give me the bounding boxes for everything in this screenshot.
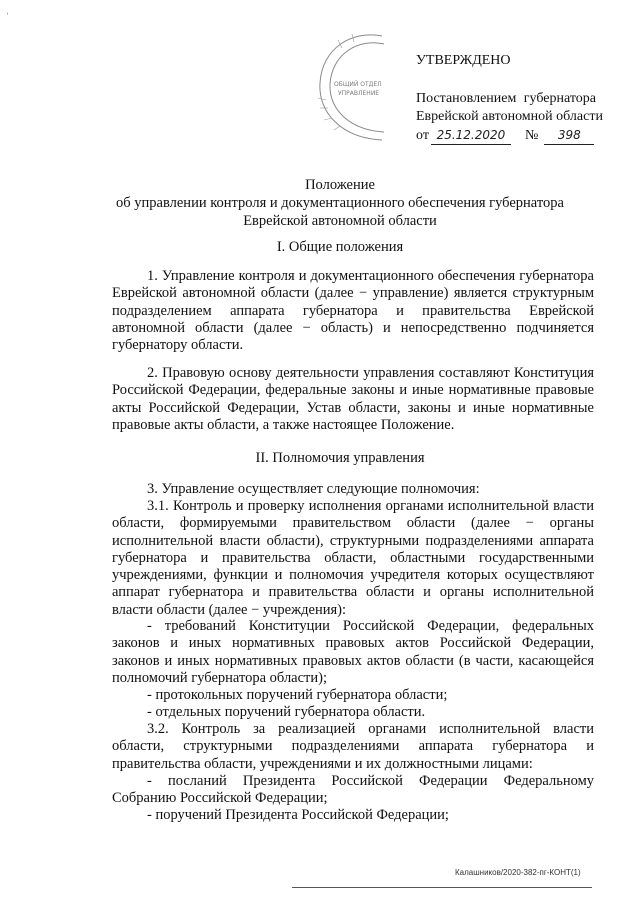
approval-line1-right: губернатора — [523, 91, 596, 106]
title-line3: Еврейской автономной области — [243, 213, 437, 229]
approval-number-handwritten: 398 — [544, 126, 594, 145]
title-line1: Положение — [305, 177, 375, 193]
title-line2: об управлении контроля и документационного обеспечения губернатора — [116, 195, 564, 211]
approval-line2: Еврейской автономной области — [416, 109, 603, 124]
section1-heading: I. Общие положения — [276, 239, 404, 255]
paragraph-2: 2. Правовую основу деятельности управления составляют Конституция Российской Федерации, федеральные законы и иные нормативные правовые акты Российской Федерации, Устав области, законы и иные нормативные правовые акты области, а также настоящее Положение. — [112, 365, 594, 433]
bullet-5: - поручений Президента Российской Федерации; — [147, 807, 449, 823]
approval-number-prefix: № — [524, 128, 539, 143]
bullet-2: - протокольных поручений губернатора области; — [147, 687, 448, 703]
bullet-4: - посланий Президента Российской Федерации Федеральному Собранию Российской Федерации; — [112, 773, 594, 807]
seal-stamp — [312, 28, 408, 146]
paragraph-1: 1. Управление контроля и документационного обеспечения губернатора Еврейской автономной области (далее − управление) является структурным подразделением аппарата губернатора и правительства Еврейской автономной области (далее − область) и непосредственно подчиняется губернатору области. — [112, 268, 594, 354]
bullet-1: - требований Конституции Российской Федерации, федеральных законов и иных нормативных правовых актов Российской Федерации, законов и иных нормативных правовых актов области (в части, касающейся полномочий губернатора области); — [112, 618, 594, 686]
approval-date-prefix: от — [416, 128, 429, 143]
bullet-3: - отдельных поручений губернатора области. — [147, 704, 426, 720]
paragraph-3-1: 3.1. Контроль и проверку исполнения органами исполнительной власти области, формируемыми правительством области (далее − органы исполнительной власти области), структурными подразделениями аппарата губернатора и правительства области, областными государственными учреждениями, функции и полномочия учредителя которых осуществляют аппарат губернатора и правительства области и органы исполнительной власти области (далее − учреждения): — [112, 498, 594, 618]
scan-mark: ˈ — [6, 12, 10, 23]
paragraph-3-2: 3.2. Контроль за реализацией органами исполнительной власти области, структурными подразделениями аппарата губернатора и правительства области, учреждениями и их должностными лицами: — [112, 721, 594, 772]
footer-code: Калашников/2020-382-пг-КОНТ(1) — [455, 868, 581, 877]
document-title — [90, 176, 590, 230]
stamp-text: ОБЩИЙ ОТДЕЛ — [334, 81, 382, 88]
approval-heading: УТВЕРЖДЕНО — [416, 53, 511, 68]
svg-text:УПРАВЛЕНИЕ: УПРАВЛЕНИЕ — [338, 90, 380, 97]
bottom-divider — [292, 887, 592, 888]
section2-heading: II. Полномочия управления — [255, 450, 425, 466]
approval-line1-left: Постановлением — [416, 91, 517, 106]
approval-block — [416, 52, 603, 145]
paragraph-3: 3. Управление осуществляет следующие полномочия: — [147, 481, 480, 497]
approval-date-handwritten: 25.12.2020 — [431, 126, 511, 145]
